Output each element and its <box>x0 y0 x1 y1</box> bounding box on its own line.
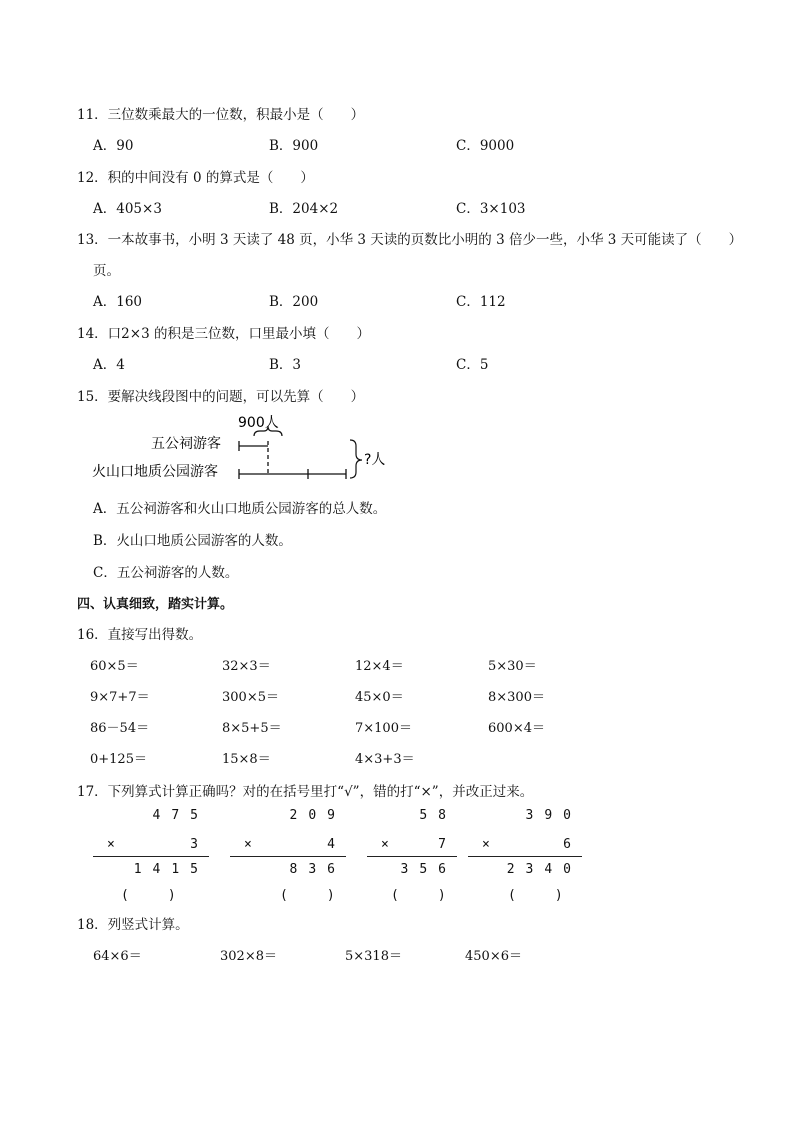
calc-item: 32×3＝ <box>222 659 271 674</box>
calc-item: 15×8＝ <box>222 752 271 767</box>
calc-item: 8×300＝ <box>488 690 545 705</box>
multiplier: 4 <box>327 837 346 852</box>
calc-item: 300×5＝ <box>222 690 279 705</box>
times-sign: × <box>244 837 263 852</box>
result-line <box>367 856 457 857</box>
answer-parentheses[interactable]: ( ) <box>280 888 335 903</box>
times-sign: × <box>381 837 400 852</box>
calc-item: 86－54＝ <box>90 721 150 736</box>
option-a[interactable]: A．五公祠游客和火山口地质公园游客的总人数。 <box>93 501 387 517</box>
product: 1415 <box>133 862 209 877</box>
multiplier: 7 <box>438 837 457 852</box>
answer-parentheses[interactable]: ( ) <box>121 888 176 903</box>
option-a[interactable]: A．160 <box>93 294 143 310</box>
line-segment-diagram <box>88 410 398 485</box>
question-17: 17．下列算式计算正确吗？对的在括号里打“√”，错的打“×”，并改正过来。 <box>77 784 534 800</box>
multiplier: 6 <box>563 837 582 852</box>
option-c[interactable]: C．112 <box>456 294 506 310</box>
option-b[interactable]: B．200 <box>269 294 319 310</box>
right-brace <box>350 440 362 478</box>
multiplicand: 475 <box>152 808 209 823</box>
multiplicand: 58 <box>419 808 457 823</box>
times-sign: × <box>107 837 126 852</box>
diagram-row2-label: 火山口地质公园游客 <box>92 464 218 480</box>
calc-item: 45×0＝ <box>355 690 404 705</box>
multiplier: 3 <box>190 837 209 852</box>
calc-item: 450×6＝ <box>465 949 522 964</box>
calc-item: 8×5+5＝ <box>222 721 282 736</box>
answer-parentheses[interactable]: ( ) <box>391 888 446 903</box>
calc-item: 12×4＝ <box>355 659 404 674</box>
calc-item: 600×4＝ <box>488 721 545 736</box>
question-14: 14．口2×3 的积是三位数，口里最小填（ ） <box>77 326 370 342</box>
calc-item: 60×5＝ <box>90 659 139 674</box>
times-sign: × <box>482 837 501 852</box>
result-line <box>468 856 582 857</box>
answer-parentheses[interactable]: ( ) <box>508 888 563 903</box>
option-c[interactable]: C．9000 <box>456 138 515 154</box>
question-13: 13．一本故事书，小明 3 天读了 48 页，小华 3 天读的页数比小明的 3 倍少一些，小华 3 天可能读了（ ） <box>77 232 743 248</box>
diagram-question-label: ?人 <box>364 452 386 468</box>
option-a[interactable]: A．405×3 <box>93 201 162 217</box>
question-12: 12．积的中间没有 0 的算式是（ ） <box>77 170 314 186</box>
question-18: 18．列竖式计算。 <box>77 917 189 933</box>
result-line <box>230 856 346 857</box>
calc-item: 9×7+7＝ <box>90 690 150 705</box>
calc-item: 302×8＝ <box>220 949 277 964</box>
calc-item: 4×3+3＝ <box>355 752 415 767</box>
multiplicand: 390 <box>525 808 582 823</box>
multiplicand: 209 <box>289 808 346 823</box>
option-c[interactable]: C．五公祠游客的人数。 <box>93 565 239 581</box>
vertical-calc-1 <box>93 808 209 903</box>
vertical-calc-4 <box>468 808 582 903</box>
calc-item: 5×30＝ <box>488 659 537 674</box>
option-a[interactable]: A．4 <box>93 357 125 373</box>
section-heading: 四、认真细致，踏实计算。 <box>77 597 234 612</box>
diagram-row1-label: 五公祠游客 <box>151 436 221 452</box>
vertical-calc-3 <box>367 808 457 903</box>
option-c[interactable]: C．3×103 <box>456 201 526 217</box>
calc-item: 5×318＝ <box>345 949 402 964</box>
vertical-calc-2 <box>230 808 346 903</box>
product: 836 <box>289 862 346 877</box>
diagram-top-label: 900人 <box>238 415 279 431</box>
calc-item: 64×6＝ <box>93 949 142 964</box>
question-16: 16．直接写出得数。 <box>77 627 203 643</box>
option-b[interactable]: B．900 <box>269 138 319 154</box>
calc-item: 7×100＝ <box>355 721 412 736</box>
option-b[interactable]: B．3 <box>269 357 302 373</box>
calc-item: 0+125＝ <box>90 752 147 767</box>
option-b[interactable]: B．火山口地质公园游客的人数。 <box>93 533 292 549</box>
option-a[interactable]: A．90 <box>93 138 134 154</box>
product: 2340 <box>506 862 582 877</box>
question-13-cont: 页。 <box>93 263 120 279</box>
question-15: 15．要解决线段图中的问题，可以先算（ ） <box>77 389 365 405</box>
question-11: 11．三位数乘最大的一位数，积最小是（ ） <box>77 107 365 123</box>
option-b[interactable]: B．204×2 <box>269 201 339 217</box>
product: 356 <box>400 862 457 877</box>
result-line <box>93 856 209 857</box>
option-c[interactable]: C．5 <box>456 357 489 373</box>
